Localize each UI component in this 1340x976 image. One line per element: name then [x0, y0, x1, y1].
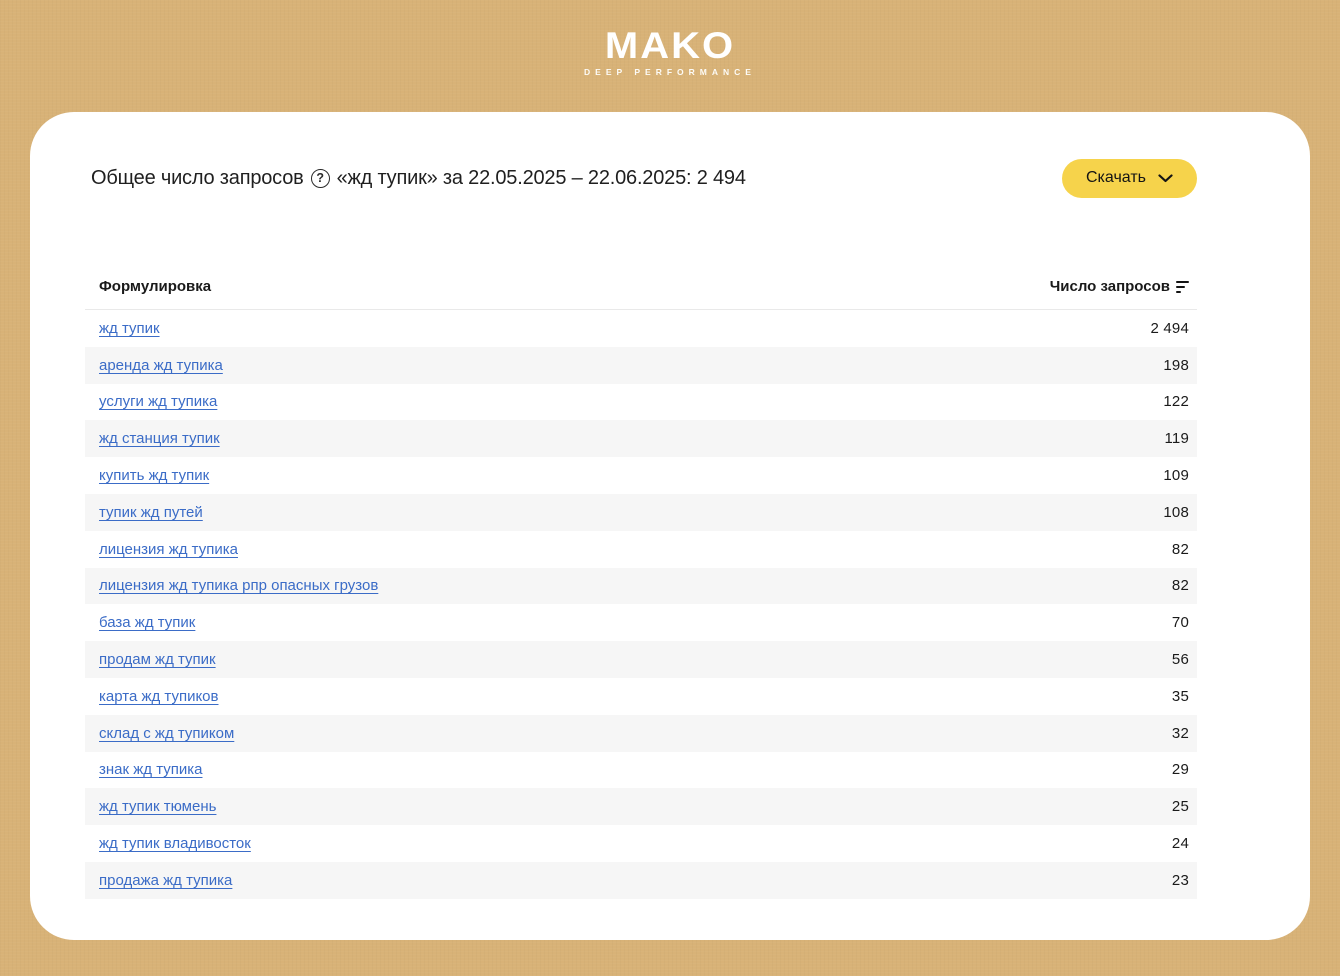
query-count: 122	[1163, 393, 1189, 411]
query-link[interactable]: жд тупик владивосток	[99, 835, 251, 853]
query-count: 25	[1171, 798, 1189, 816]
query-count: 198	[1163, 356, 1189, 374]
brand-name: MAKO	[604, 25, 736, 67]
query-link[interactable]: лицензия жд тупика	[99, 540, 238, 558]
table-row	[85, 604, 1197, 641]
chevron-down-icon	[1158, 174, 1173, 183]
query-count: 23	[1171, 871, 1189, 889]
table-row	[85, 310, 1197, 347]
table-row	[85, 752, 1197, 789]
table-row	[85, 678, 1197, 715]
query-link[interactable]: жд тупик тюмень	[99, 798, 217, 816]
query-link[interactable]: продажа жд тупика	[99, 871, 233, 889]
query-link[interactable]: карта жд тупиков	[99, 687, 219, 705]
page-title-suffix: «жд тупик» за 22.05.2025 – 22.06.2025: 2 494	[336, 166, 746, 189]
table-row	[85, 531, 1197, 568]
table-header-row	[85, 278, 1197, 310]
query-count: 70	[1171, 614, 1189, 632]
count-column-header-label: Число запросов	[1049, 278, 1170, 295]
query-link[interactable]: лицензия жд тупика рпр опасных грузов	[99, 577, 379, 595]
sort-descending-icon[interactable]	[1176, 280, 1189, 293]
table-row	[85, 347, 1197, 384]
query-link[interactable]: склад с жд тупиком	[99, 724, 235, 742]
phrase-column-header: Формулировка	[99, 278, 212, 295]
query-count: 35	[1171, 687, 1189, 705]
query-link[interactable]: аренда жд тупика	[99, 356, 223, 374]
table-row	[85, 862, 1197, 899]
page-title	[91, 167, 746, 190]
table-row	[85, 788, 1197, 825]
report-card	[30, 112, 1310, 940]
query-link[interactable]: тупик жд путей	[99, 503, 203, 521]
count-column-header[interactable]	[1050, 278, 1189, 295]
query-link[interactable]: жд тупик	[99, 319, 160, 337]
title-row	[91, 158, 1197, 198]
query-link[interactable]: знак жд тупика	[99, 761, 203, 779]
query-count: 82	[1171, 540, 1189, 558]
query-link[interactable]: купить жд тупик	[99, 467, 210, 485]
query-count: 24	[1171, 835, 1189, 853]
brand-logo	[0, 0, 1340, 77]
query-count: 32	[1171, 724, 1189, 742]
help-icon[interactable]: ?	[311, 169, 330, 188]
query-count: 2 494	[1150, 319, 1189, 337]
query-link[interactable]: услуги жд тупика	[99, 393, 218, 411]
table-row	[85, 420, 1197, 457]
table-row	[85, 715, 1197, 752]
page-title-prefix: Общее число запросов	[91, 166, 304, 189]
query-link[interactable]: жд станция тупик	[99, 430, 220, 448]
brand-tagline: DEEP PERFORMANCE	[584, 67, 756, 77]
table-row	[85, 457, 1197, 494]
queries-table	[85, 278, 1197, 899]
table-row	[85, 568, 1197, 605]
query-count: 56	[1171, 651, 1189, 669]
query-count: 119	[1164, 430, 1189, 448]
table-row	[85, 641, 1197, 678]
query-count: 29	[1171, 761, 1189, 779]
table-row	[85, 494, 1197, 531]
query-link[interactable]: база жд тупик	[99, 614, 196, 632]
table-row	[85, 825, 1197, 862]
download-button[interactable]	[1062, 159, 1197, 198]
query-count: 82	[1171, 577, 1189, 595]
download-button-label: Скачать	[1086, 169, 1146, 186]
table-row	[85, 384, 1197, 421]
query-link[interactable]: продам жд тупик	[99, 651, 216, 669]
query-count: 109	[1163, 467, 1189, 485]
query-count: 108	[1163, 503, 1189, 521]
